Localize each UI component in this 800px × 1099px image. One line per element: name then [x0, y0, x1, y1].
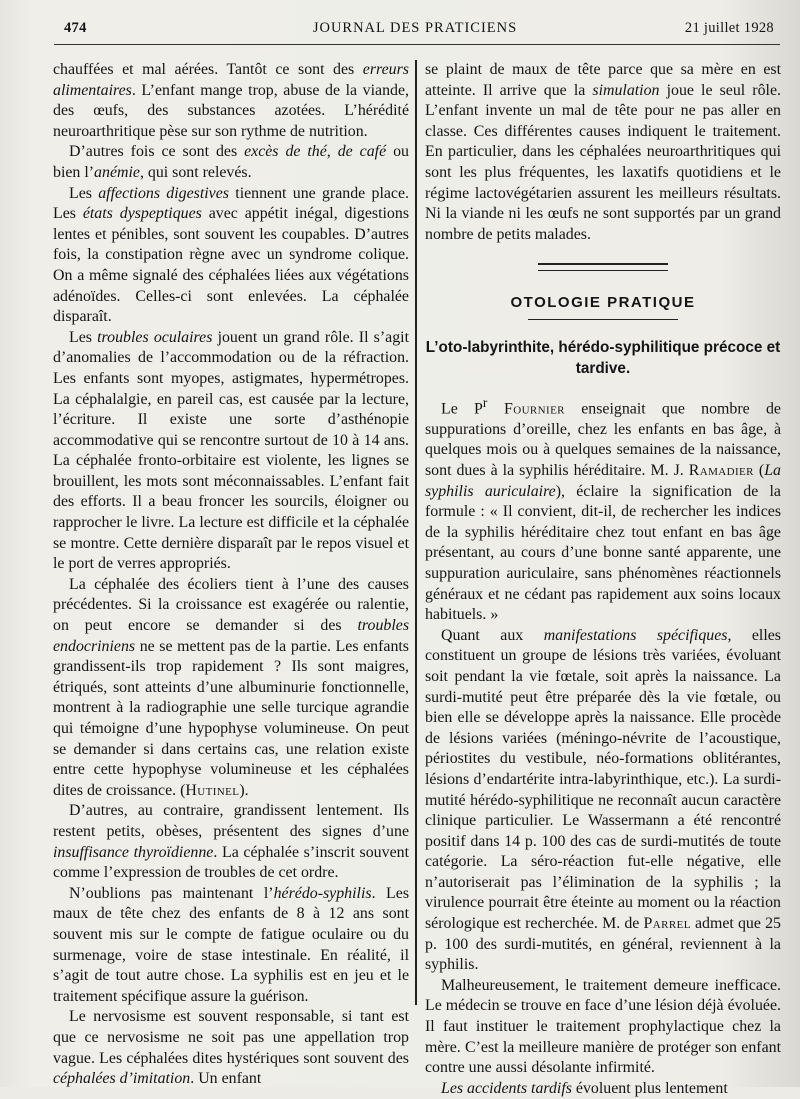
paragraph: Les accidents tardifs évoluent plus lentement	[441, 1079, 728, 1097]
column-divider	[415, 60, 417, 1005]
issue-date: 21 juillet 1928	[684, 20, 774, 36]
page-header	[52, 18, 778, 42]
paragraph: Le nervosisme est souvent responsable, si tant est que ce nervosisme ne soit pas une appellation trop vague. Les céphalées dites hystériques sont souvent des céphalées d’imitation. Un enfant	[53, 1008, 409, 1088]
paragraph: Quant aux manifestations spécifiques, elles constituent un groupe de lésions très variées, évoluant soit pendant la vie fœtale, soit après la naissance. La surdi-mutité peut être préparée dès la vie fœtale, ou bien elle se développe après la naissance. Elle procède de lésions variées (méningo-névrite de l’acoustique, périostites du vestibule, néo-formations oblitérantes, lésions d’endartérite intra-labyrinthique, etc.). La surdi-mutité hérédo-syphilitique ne reconnaît aucun caractère clinique particulier. Le Wassermann a été rencontré positif dans 14 p. 100 des cas de surdi-mutités de toute catégorie. La séro-réaction fut-elle négative, elle n’autoriserait pas l’élimination de la syphilis ; la virulence pourrait être éteinte au moment ou la réaction sérologique est recherchée. M. de Parrel admet que 25 p. 100 des surdi-mutités, en général, reviennent à la syphilis.	[425, 626, 781, 974]
paragraph: chauffées et mal aérées. Tantôt ce sont des erreurs alimentaires. L’enfant mange trop, abuse de la viande, des œufs, des substances azotées. L’hérédité neuroarthritique pèse sur son rythme de nutrition.	[53, 61, 409, 140]
paragraph: D’autres fois ce sont des excès de thé, de café ou bien l’anémie, qui sont relevés.	[53, 143, 409, 181]
section-heading: OTOLOGIE PRATIQUE	[510, 294, 696, 312]
header-rule	[54, 44, 780, 45]
paragraph: Les troubles oculaires jouent un grand rôle. Il s’agit d’anomalies de l’accommodation ou de la réfraction. Les enfants sont myopes, astigmates, hypermétropes. La céphalalgie, en pareil cas, est causée par la lecture, l’écriture. Il existe une sorte d’asthénopie accommodative qui se rencontre surtout de 10 à 14 ans. La céphalée fronto-orbitaire est violente, les lignes se brouillent, les mots sont méconnaissables. L’enfant fait des efforts. Il a beau froncer les sourcils, éloigner ou rapprocher le livre. La lecture est difficile et la céphalée se montre. Cette dernière disparaît par le repos visuel et le port de verres appropriés.	[53, 328, 409, 573]
section-separator	[538, 263, 668, 271]
article-title: L’oto-labyrinthite, hérédo-syphilitique précoce et tardive.	[425, 338, 781, 377]
section-underline	[528, 319, 678, 320]
left-column	[53, 60, 409, 1090]
paragraph: La céphalée des écoliers tient à l’une des causes précédentes. Si la croissance est exagérée ou ralentie, on peut encore se demander si des troubles endocriniens ne se mettent pas de la partie. Les enfants grandissent-ils trop rapidement ? Ils sont maigres, étriqués, sont atteints d’une albuminurie fonctionnelle, montrent à la radiographie une selle turcique agrandie qui témoigne d’une hypophyse volumineuse. On peut se demander si dans certains cas, une relation existe entre cette hypophyse volumineuse et les céphalées dites de croissance. (Hutinel).	[53, 575, 409, 799]
paragraph: se plaint de maux de tête parce que sa mère en est atteinte. Il arrive que la simulation joue le seul rôle. L’enfant invente un mal de tête pour ne pas aller en classe. Ces différentes causes indiquent le traitement. En particulier, dans les céphalées neuroarthritiques qui sont les plus fréquentes, les laxatifs quotidiens et le régime lactovégétarien assurent les meilleurs résultats. Ni la viande ni les œufs ne sont supportés par un grand nombre de petits malades.	[425, 61, 781, 243]
paragraph: N’oublions pas maintenant l’hérédo-syphilis. Les maux de tête chez des enfants de 8 à 12 ans sont souvent mis sur le compte de fatigue oculaire ou du surmenage, voire de stase intestinale. En réalité, il s’agit de tout autre chose. La syphilis est en jeu et le traitement spécifique assure la guérison.	[53, 884, 410, 1005]
paragraph: Les affections digestives tiennent une grande place. Les états dyspeptiques avec appétit inégal, digestions lentes et pénibles, sont souvent les coupables. D’autres fois, la constipation règne avec un syndrome colique. On a même signalé des céphalées liées aux végétations adénoïdes. Celles-ci sont enlevées. La céphalée disparaît.	[53, 184, 410, 326]
paragraph: Le $P^r$ Fournier enseignait que nombre de suppurations d’oreille, chez les enfants en bas âge, à quelques mois ou à quelques semaines de la naissance, sont dues à la syphilis héréditaire. M. J. Ramadier (La syphilis auriculaire), éclaire la signification de la formule : « Il convient, dit-il, de rechercher les indices de la syphilis héréditaire chez tout enfant en bas âge présentant, au cours d’une bonne santé apparente, une suppuration auriculaire, sans phénomènes réactionnels généraux et ne cédant pas rapidement aux soins locaux habituels. »	[425, 394, 782, 624]
right-column	[425, 60, 781, 1099]
page-number: 474	[64, 20, 87, 36]
journal-title: JOURNAL DES PRATICIENS	[312, 20, 518, 36]
paragraph: D’autres, au contraire, grandissent lentement. Ils restent petits, obèses, présentent des signes d’une insuffisance thyroïdienne. La céphalée s’inscrit souvent comme l’expression de troubles de cet ordre.	[53, 802, 409, 882]
paragraph: Malheureusement, le traitement demeure inefficace. Le médecin se trouve en face d’une lésion déjà évoluée. Il faut instituer le traitement prophylactique chez la mère. C’est la meilleure manière de protéger son enfant contre une aussi désolante infirmité.	[425, 976, 781, 1077]
